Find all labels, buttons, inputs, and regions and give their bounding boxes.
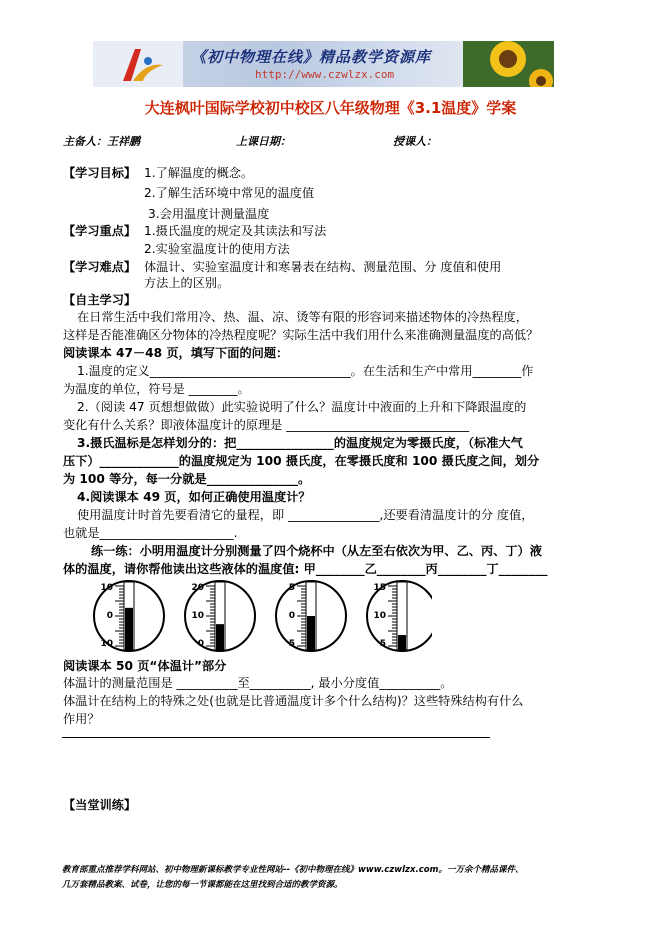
reading-instruction-2: 阅读课本 50 页“体温计”部分 xyxy=(63,659,227,673)
answer-line xyxy=(62,737,490,738)
tick-label: 10 xyxy=(373,611,386,621)
objectives-label: 【学习目标】 xyxy=(63,166,137,180)
question-4-text: 使用温度计时首先要看清它的量程，即 _______________,还要看清温度计的分 度值， xyxy=(77,508,534,522)
self-study-label: 【自主学习】 xyxy=(63,293,137,307)
sunflower-icon xyxy=(463,41,554,87)
thermometer-dial xyxy=(185,581,255,651)
tick-label: 15 xyxy=(373,583,386,593)
body-temp-range-question: 体温计的测量范围是 __________至__________, 最小分度值__________。 xyxy=(63,676,453,690)
question-1: 1.温度的定义_________________________________。在生活和生产中常用________作 xyxy=(77,364,534,378)
author-label: 主备人：王祥鹏 xyxy=(63,135,140,148)
thermometer-dial xyxy=(276,581,346,651)
teacher-label: 授课人： xyxy=(393,135,437,148)
question-4-text-cont: 也就是______________________. xyxy=(63,526,238,540)
tick-label: 0 xyxy=(288,611,295,621)
liquid-column xyxy=(216,624,224,650)
key-point-item: 1.摄氏温度的规定及其读法和写法 xyxy=(144,224,327,238)
question-4: 4.阅读课本 49 页，如何正确使用温度计？ xyxy=(77,490,311,504)
thermometer-dial xyxy=(367,581,432,651)
key-points-label: 【学习重点】 xyxy=(63,224,137,238)
question-3-cont: 为 100 等分，每一分就是_______________。 xyxy=(63,472,311,486)
question-1-cont: 为温度的单位，符号是 ________。 xyxy=(63,382,250,396)
tick-label: 10 xyxy=(191,611,204,621)
difficulties-text: 体温计、实验室温度计和寒暑表在结构、测量范围、分 度值和使用 xyxy=(144,260,502,274)
question-3: 3.摄氏温标是怎样划分的：把________________的温度规定为零摄氏度，（标准大气 xyxy=(77,436,523,450)
tick-label: 5 xyxy=(288,639,295,649)
reading-instruction: 阅读课本 47－48 页，填写下面的问题： xyxy=(63,346,289,360)
tick-label: 0 xyxy=(197,639,204,649)
difficulties-label: 【学习难点】 xyxy=(63,260,137,274)
tick-label: 5 xyxy=(379,639,386,649)
question-2-cont: 变化有什么关系？即液体温度计的原理是 ______________________________ xyxy=(63,418,470,432)
objective-item: 1.了解温度的概念。 xyxy=(144,166,254,180)
tick-label: 10 xyxy=(100,639,113,649)
tick-label: 20 xyxy=(191,583,204,593)
tick-label: 0 xyxy=(106,611,113,621)
objective-item: 2.了解生活环境中常见的温度值 xyxy=(144,186,315,200)
question-2: 2.（阅读 47 页想想做做）此实验说明了什么？温度计中液面的上升和下降跟温度的 xyxy=(77,400,527,414)
thermometer-figure xyxy=(92,578,432,654)
intro-paragraph-cont: 这样是否能准确区分物体的冷热程度呢？实际生活中我们用什么来准确测量温度的高低？ xyxy=(63,328,539,342)
class-practice-label: 【当堂训练】 xyxy=(63,798,137,812)
header-banner xyxy=(93,41,554,87)
difficulties-text-cont: 方法上的区别。 xyxy=(144,276,230,290)
banner-title: 《初中物理在线》精品教学资源库 xyxy=(191,48,432,66)
body-temp-structure-question: 体温计在结构上的特殊之处(也就是比普通温度计多个什么结构)？这些特殊结构有什么 xyxy=(63,694,524,708)
tick-label: 10 xyxy=(100,583,113,593)
document-title: 大连枫叶国际学校初中校区八年级物理《3.1温度》学案 xyxy=(144,99,517,117)
liquid-column xyxy=(125,608,133,650)
footer-line: 教育部重点推荐学科网站、初中物理新课标教学专业性网站--《初中物理在线》www.czwlzx.com。一万余个精品课件、 xyxy=(62,865,524,875)
body-temp-structure-question-cont: 作用？ xyxy=(63,712,100,726)
practice-text-cont: 体的温度，请你帮他读出这些液体的温度值: 甲________乙________丙________丁________ xyxy=(63,562,548,576)
liquid-column xyxy=(398,635,406,650)
liquid-column xyxy=(307,616,315,650)
tick-label: 5 xyxy=(288,583,295,593)
footer xyxy=(62,863,523,893)
key-point-item: 2.实验室温度计的使用方法 xyxy=(144,242,290,256)
objective-item: 3.会用温度计测量温度 xyxy=(148,207,270,221)
footer-line: 几万套精品教案、试卷，让您的每一节课都能在这里找到合适的教学资源。 xyxy=(62,880,343,890)
thermometer-dial xyxy=(94,581,164,651)
intro-paragraph: 在日常生活中我们常用冷、热、温、凉、烫等有限的形容词来描述物体的冷热程度， xyxy=(77,310,528,324)
question-3-cont: 压下）_____________的温度规定为 100 摄氏度，在零摄氏度和 100 摄氏度之间，划分 xyxy=(63,454,540,468)
practice-text: 练一练：小明用温度计分别测量了四个烧杯中（从左至右依次为甲、乙、丙、丁）液 xyxy=(91,544,542,558)
logo-dot-icon xyxy=(144,57,152,65)
date-label: 上课日期： xyxy=(236,135,291,148)
banner-url: http://www.czwlzx.com xyxy=(255,68,395,81)
